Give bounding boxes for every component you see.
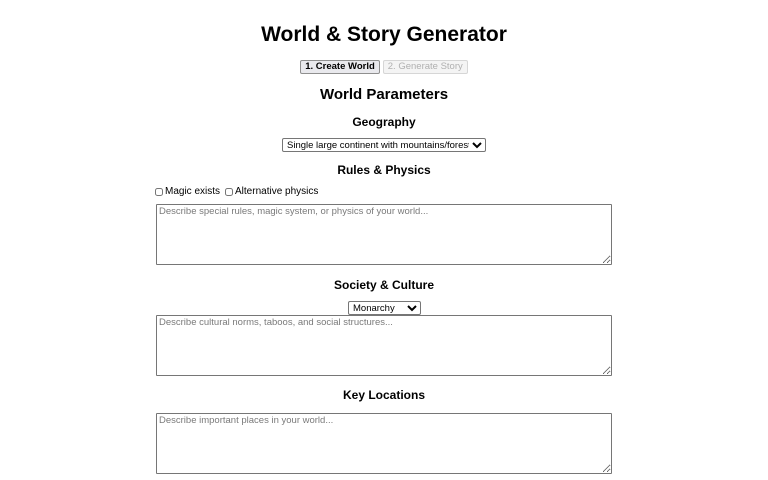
government-select[interactable] (348, 301, 421, 315)
rules-checkboxes (155, 186, 323, 197)
society-culture-heading: Society & Culture (333, 278, 435, 292)
alternative-physics-label: Alternative physics (235, 186, 319, 197)
tab-generate-story[interactable]: 2. Generate Story (383, 60, 468, 74)
alternative-physics-checkbox[interactable] (225, 188, 233, 196)
world-parameters-heading: World Parameters (319, 86, 449, 103)
alternative-physics-option[interactable] (225, 186, 318, 197)
geography-select[interactable] (282, 138, 486, 152)
society-textarea[interactable] (156, 315, 612, 376)
rules-physics-heading: Rules & Physics (337, 163, 431, 177)
step-tabs (0, 60, 768, 74)
key-locations-heading: Key Locations (342, 388, 426, 402)
magic-exists-option[interactable] (155, 186, 220, 197)
locations-textarea[interactable] (156, 413, 612, 474)
tab-create-world[interactable]: 1. Create World (300, 60, 380, 74)
rules-textarea[interactable] (156, 204, 612, 265)
magic-exists-checkbox[interactable] (155, 188, 163, 196)
page-title: World & Story Generator (261, 23, 507, 46)
geography-heading: Geography (352, 115, 416, 129)
magic-exists-label: Magic exists (165, 186, 221, 197)
